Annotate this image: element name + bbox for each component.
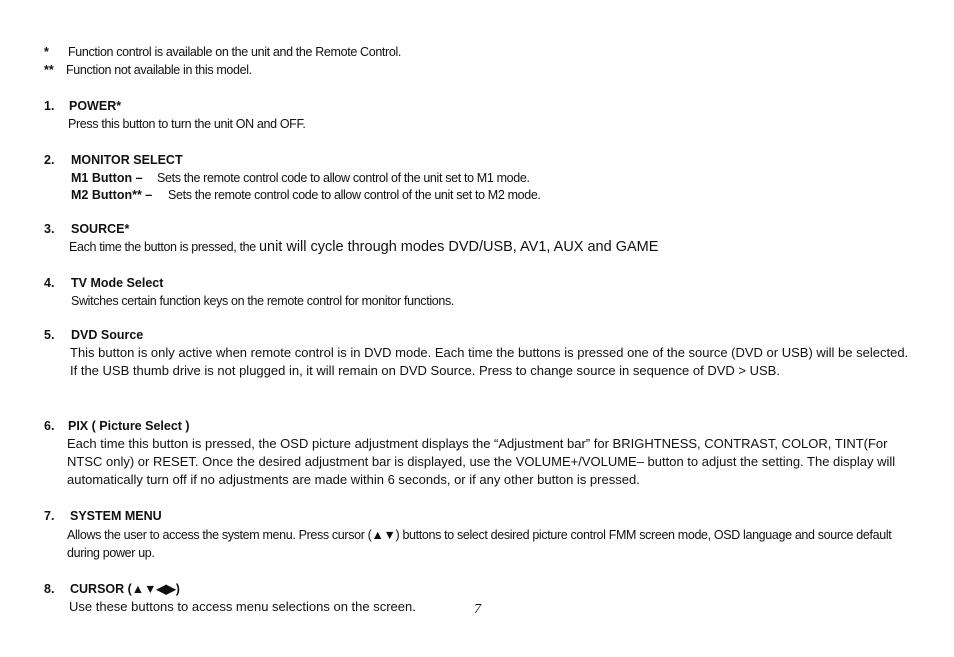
page-number: 7 xyxy=(474,602,481,617)
section-body-tv-mode-select: Switches certain function keys on the remote control for monitor functions. xyxy=(71,294,454,308)
section-number-7: 7. xyxy=(44,509,55,523)
section-title-cursor: CURSOR (▲▼◀▶) xyxy=(70,582,180,596)
note-mark-1: * xyxy=(44,45,49,59)
section-number-8: 8. xyxy=(44,582,55,596)
m1-button-label: M1 Button – xyxy=(71,171,143,185)
m1-button-text: Sets the remote control code to allow control of the unit set to M1 mode. xyxy=(157,171,530,185)
note-mark-2: ** xyxy=(44,63,54,77)
section-title-tv-mode-select: TV Mode Select xyxy=(71,276,164,290)
m2-button-label: M2 Button** – xyxy=(71,188,153,202)
section-number-2: 2. xyxy=(44,153,55,167)
m2-button-text: Sets the remote control code to allow control of the unit set to M2 mode. xyxy=(168,188,541,202)
section-title-power: POWER* xyxy=(69,99,122,113)
section-number-4: 4. xyxy=(44,276,55,290)
source-body-part-2: unit will cycle through modes DVD/USB, AV1, AUX and GAME xyxy=(258,239,659,255)
section-body-system-menu: Allows the user to access the system menu. Press cursor (▲▼) buttons to select desired picture control FMM screen mode, OSD language and source default during power up. xyxy=(67,528,892,560)
section-body-cursor: Use these buttons to access menu selections on the screen. xyxy=(69,599,416,614)
section-number-5: 5. xyxy=(44,328,55,342)
section-body-power: Press this button to turn the unit ON and OFF. xyxy=(68,117,306,131)
section-number-6: 6. xyxy=(44,419,55,433)
section-body-dvd-source: This button is only active when remote control is in DVD mode. Each time the buttons is pressed one of the source (DVD or USB) will be selected. If the USB thumb drive is not plugged in, it will remain on DVD Source. Press to change source in sequence of DVD > USB. xyxy=(70,345,909,378)
section-body-pix: Each time this button is pressed, the OSD picture adjustment displays the “Adjustment bar” for BRIGHTNESS, CONTRAST, COLOR, TINT(For NTSC only) or RESET. Once the desired adjustment bar is displayed, use the VOLUME+/VOLUME– button to adjust the setting. The display will automatically turn off if no adjustments are made within 6 seconds, or if any other button is pressed. xyxy=(67,436,896,487)
note-text-2: Function not available in this model. xyxy=(66,63,252,77)
section-title-monitor-select: MONITOR SELECT xyxy=(71,153,183,167)
note-text-1: Function control is available on the unit and the Remote Control. xyxy=(68,45,402,59)
section-number-1: 1. xyxy=(44,99,55,113)
section-body-source xyxy=(69,238,658,256)
section-title-dvd-source: DVD Source xyxy=(71,328,144,342)
section-number-3: 3. xyxy=(44,222,55,236)
section-title-source: SOURCE* xyxy=(71,222,130,236)
section-title-pix: PIX ( Picture Select ) xyxy=(68,419,190,433)
section-title-system-menu: SYSTEM MENU xyxy=(70,509,162,523)
source-body-part-1: Each time the button is pressed, the xyxy=(69,240,259,254)
